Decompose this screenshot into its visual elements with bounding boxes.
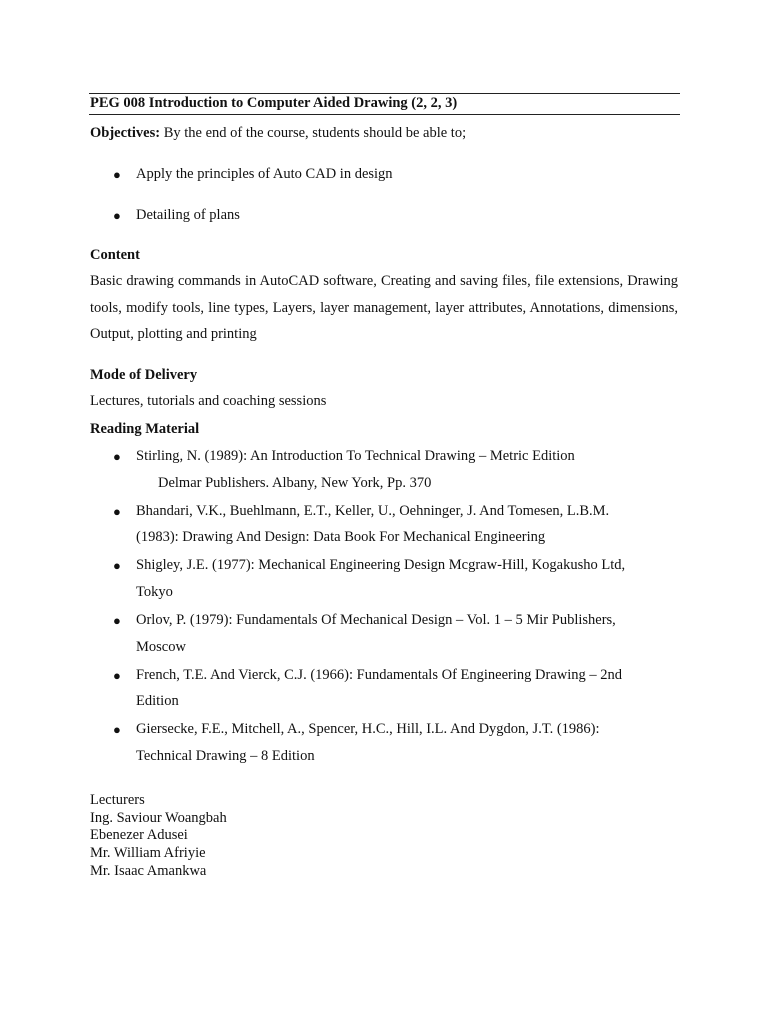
lecturer-name: Ing. Saviour Woangbah [90, 809, 227, 826]
lecturer-name: Ebenezer Adusei [90, 827, 188, 844]
lecturer-name: Mr. William Afriyie [90, 845, 206, 862]
reference-line: Technical Drawing – 8 Edition [136, 748, 315, 764]
objectives-intro: By the end of the course, students should be able to; [160, 125, 467, 141]
bullet-icon: ● [113, 167, 121, 182]
title-bottom-rule [89, 114, 680, 115]
bullet-icon: ● [113, 449, 121, 464]
bullet-icon: ● [113, 558, 121, 573]
title-top-rule [89, 93, 680, 94]
reading-heading: Reading Material [90, 421, 200, 437]
reference-line: Bhandari, V.K., Buehlmann, E.T., Keller, U., Oehninger, J. And Tomesen, L.B.M. [136, 503, 610, 519]
content-paragraph: Basic drawing commands in AutoCAD software, Creating and saving files, file extensions, Drawing tools, modify tools, line types, Layers, layer management, layer attributes, Annotations, dimensions, Output, plotting and printing [90, 273, 678, 342]
reference-line: French, T.E. And Vierck, C.J. (1966): Fundamentals Of Engineering Drawing – 2nd [136, 667, 623, 683]
bullet-icon: ● [113, 722, 121, 737]
objectives-label: Objectives: [90, 125, 161, 141]
reference-line: Edition [136, 693, 179, 709]
reference-line: Moscow [136, 639, 186, 655]
reference-line: (1983): Drawing And Design: Data Book For Mechanical Engineering [136, 529, 546, 545]
course-title: PEG 008 Introduction to Computer Aided Drawing (2, 2, 3) [90, 95, 458, 111]
delivery-text: Lectures, tutorials and coaching sessions [90, 393, 327, 409]
objective-item: Apply the principles of Auto CAD in design [136, 166, 393, 182]
reference-line: Shigley, J.E. (1977): Mechanical Engineering Design Mcgraw-Hill, Kogakusho Ltd, [136, 557, 626, 573]
reference-line: Delmar Publishers. Albany, New York, Pp. 370 [158, 475, 432, 491]
reference-line: Tokyo [136, 584, 173, 600]
objectives-line [90, 125, 466, 142]
lecturers-heading: Lecturers [90, 792, 145, 808]
reference-line: Orlov, P. (1979): Fundamentals Of Mechanical Design – Vol. 1 – 5 Mir Publishers, [136, 612, 616, 628]
delivery-heading: Mode of Delivery [90, 367, 198, 383]
reference-line: Stirling, N. (1989): An Introduction To Technical Drawing – Metric Edition [136, 448, 575, 464]
lecturer-name: Mr. Isaac Amankwa [90, 862, 207, 879]
content-heading: Content [90, 247, 140, 263]
reference-line: Giersecke, F.E., Mitchell, A., Spencer, H.C., Hill, I.L. And Dygdon, J.T. (1986): [136, 721, 600, 737]
bullet-icon: ● [113, 208, 121, 223]
objective-item: Detailing of plans [136, 207, 240, 223]
lecturers-block [90, 792, 227, 881]
bullet-icon: ● [113, 668, 121, 683]
bullet-icon: ● [113, 613, 121, 628]
bullet-icon: ● [113, 504, 121, 519]
